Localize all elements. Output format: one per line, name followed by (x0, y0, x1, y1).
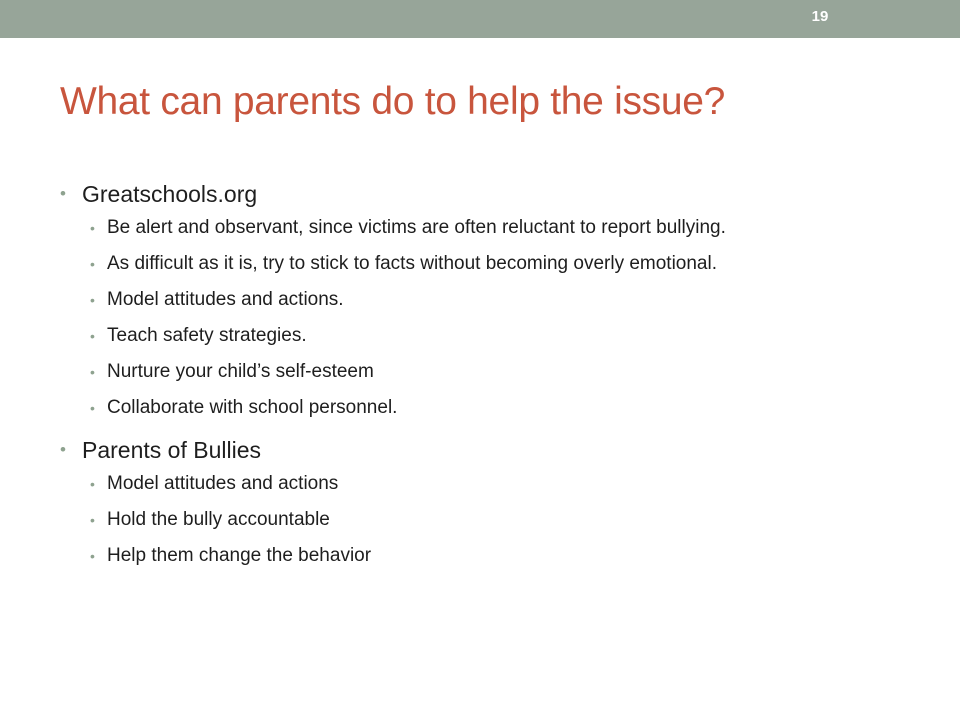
slide-content (60, 174, 920, 578)
section-heading: Greatschools.org (82, 181, 258, 207)
list-item-text: Help them change the behavior (107, 545, 372, 566)
bullet-heading (60, 174, 920, 214)
bullet-heading (60, 430, 920, 470)
bullet-dot-icon: • (60, 440, 66, 459)
list-item-text: Hold the bully accountable (107, 509, 330, 530)
bullet-dot-icon: • (90, 548, 95, 564)
list-item (60, 322, 847, 350)
list-item-text: Model attitudes and actions (107, 473, 339, 494)
list-item-text: Collaborate with school personnel. (107, 397, 398, 418)
list-item (60, 358, 847, 386)
section-greatschools (60, 174, 920, 422)
slide-title: What can parents do to help the issue? (60, 80, 726, 123)
sub-bullet-list (60, 214, 920, 422)
section-parents-of-bullies (60, 430, 920, 570)
bullet-dot-icon: • (90, 328, 95, 344)
bullet-dot-icon: • (90, 512, 95, 528)
list-item (60, 214, 847, 242)
slide-number: 19 (811, 8, 829, 25)
bullet-dot-icon: • (90, 364, 95, 380)
bullet-dot-icon: • (90, 400, 95, 416)
list-item-text: As difficult as it is, try to stick to facts without becoming overly emotional. (107, 253, 718, 274)
bullet-dot-icon: • (90, 256, 95, 272)
list-item (60, 506, 847, 534)
sub-bullet-list (60, 470, 920, 570)
bullet-dot-icon: • (90, 220, 95, 236)
list-item-text: Be alert and observant, since victims are often reluctant to report bullying. (107, 217, 726, 238)
list-item-text: Nurture your child’s self-esteem (107, 361, 374, 382)
list-item-text: Teach safety strategies. (107, 325, 307, 346)
list-item (60, 470, 847, 498)
list-item (60, 394, 847, 422)
section-heading: Parents of Bullies (82, 437, 261, 463)
list-item (60, 250, 847, 278)
list-item-text: Model attitudes and actions. (107, 289, 344, 310)
bullet-dot-icon: • (90, 476, 95, 492)
list-item (60, 542, 847, 570)
list-item (60, 286, 847, 314)
bullet-dot-icon: • (60, 184, 66, 203)
top-bar (0, 0, 960, 38)
bullet-dot-icon: • (90, 292, 95, 308)
